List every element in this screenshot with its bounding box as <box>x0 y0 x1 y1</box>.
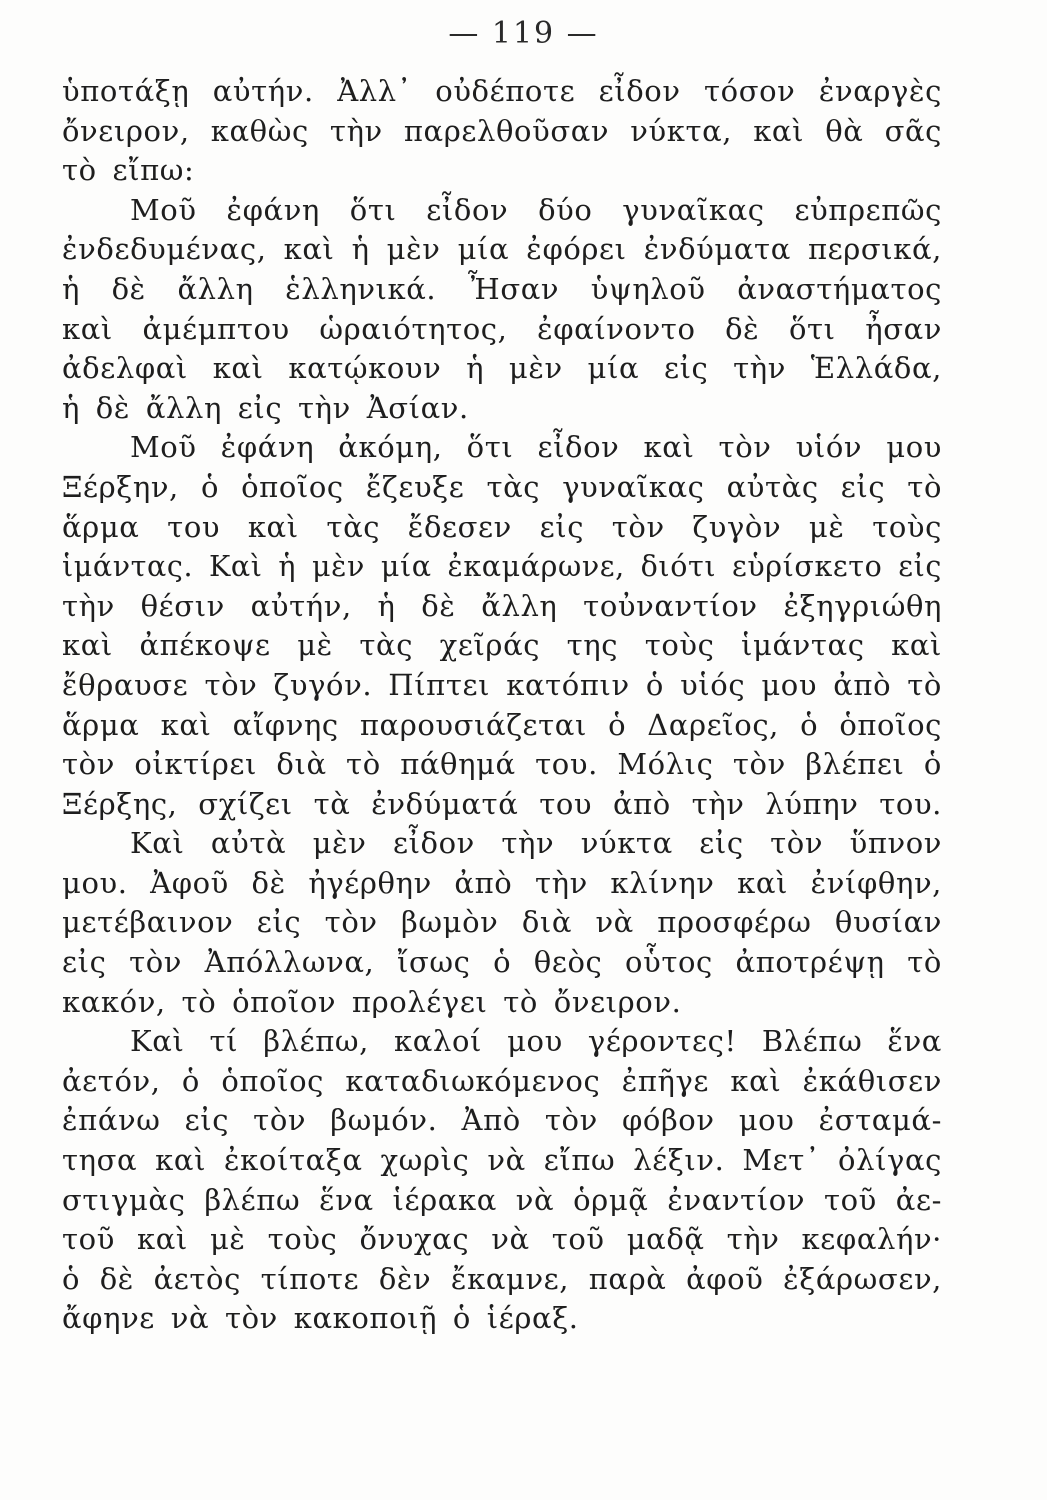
text-line: καὶ ἀπέκοψε μὲ τὰς χεῖράς της τοὺς ἱμάντας καὶ <box>62 628 942 663</box>
text-line: ὑποτάξῃ αὐτήν. Ἀλλ᾽ οὐδέποτε εἶδον τόσον ἐναργὲς <box>62 74 942 108</box>
text-line: τὸ εἴπω: <box>62 153 195 188</box>
text-line: ἐνδεδυμένας, καὶ ἡ μὲν μία ἐφόρει ἐνδύματα περσικά, <box>62 232 942 267</box>
text-line: ἄφηνε νὰ τὸν κακοποιῇ ὁ ἱέραξ. <box>62 1301 579 1336</box>
text-line: μου. Ἀφοῦ δὲ ἠγέρθην ἀπὸ τὴν κλίνην καὶ ἐνίφθην, <box>62 865 942 900</box>
body-text <box>62 72 942 1339</box>
text-line: ἡ δὲ ἄλλη ἑλληνικά. Ἦσαν ὑψηλοῦ ἀναστήματος <box>62 271 942 306</box>
text-line: Ξέρξης, σχίζει τὰ ἐνδύματά του ἀπὸ τὴν λύπην του. <box>62 786 942 821</box>
text-line: κακόν, τὸ ὁποῖον προλέγει τὸ ὄνειρον. <box>62 984 682 1019</box>
text-line: ὁ δὲ ἀετὸς τίποτε δὲν ἔκαμνε, παρὰ ἀφοῦ ἐξάρωσεν, <box>62 1261 942 1296</box>
text-line: εἰς τὸν Ἀπόλλωνα, ἴσως ὁ θεὸς οὗτος ἀποτρέψῃ τὸ <box>62 945 942 980</box>
paragraph-start-line: Καὶ τί βλέπω, καλοί μου γέροντες! Βλέπω ἕνα <box>130 1024 942 1059</box>
text-line: ἡ δὲ ἄλλη εἰς τὴν Ἀσίαν. <box>62 390 469 425</box>
paragraph-start-line: Καὶ αὐτὰ μὲν εἶδον τὴν νύκτα εἰς τὸν ὕπνον <box>130 826 942 861</box>
paragraph-start-line: Μοῦ ἐφάνη ὅτι εἶδον δύο γυναῖκας εὐπρεπῶς <box>130 192 942 227</box>
text-line: καὶ ἀμέμπτου ὡραιότητος, ἐφαίνοντο δὲ ὅτι ἦσαν <box>62 311 942 346</box>
text-line: ἔθραυσε τὸν ζυγόν. Πίπτει κατόπιν ὁ υἱός μου ἀπὸ τὸ <box>62 667 942 702</box>
text-line: ἱμάντας. Καὶ ἡ μὲν μία ἐκαμάρωνε, διότι εὑρίσκετο εἰς <box>62 550 942 584</box>
text-line: τὸν οἰκτίρει διὰ τὸ πάθημά του. Μόλις τὸν βλέπει ὁ <box>62 747 942 782</box>
text-line: ὄνειρον, καθὼς τὴν παρελθοῦσαν νύκτα, καὶ θὰ σᾶς <box>62 113 942 148</box>
text-line: ἀδελφαὶ καὶ κατῴκουν ἡ μὲν μία εἰς τὴν Ἑλλάδα, <box>62 351 942 386</box>
text-line: ἐπάνω εἰς τὸν βωμόν. Ἀπὸ τὸν φόβον μου ἐσταμά- <box>62 1103 942 1138</box>
text-line: τοῦ καὶ μὲ τοὺς ὄνυχας νὰ τοῦ μαδᾷ τὴν κεφαλήν· <box>62 1222 942 1257</box>
text-line: ἅρμα καὶ αἴφνης παρουσιάζεται ὁ Δαρεῖος, ὁ ὁποῖος <box>62 707 942 742</box>
paragraph-start-line: Μοῦ ἐφάνη ἀκόμη, ὅτι εἶδον καὶ τὸν υἱόν μου <box>130 430 942 465</box>
text-line: ἀετόν, ὁ ὁποῖος καταδιωκόμενος ἐπῆγε καὶ ἐκάθισεν <box>62 1063 942 1098</box>
text-line: ἅρμα του καὶ τὰς ἔδεσεν εἰς τὸν ζυγὸν μὲ τοὺς <box>62 509 942 544</box>
text-line: Ξέρξην, ὁ ὁποῖος ἔζευξε τὰς γυναῖκας αὐτὰς εἰς τὸ <box>62 469 942 504</box>
page-number: — 119 — <box>448 16 599 51</box>
text-line: μετέβαινον εἰς τὸν βωμὸν διὰ νὰ προσφέρω θυσίαν <box>62 905 942 940</box>
text-line: στιγμὰς βλέπω ἕνα ἱέρακα νὰ ὁρμᾷ ἐναντίον τοῦ ἀε- <box>62 1182 942 1217</box>
text-line: τὴν θέσιν αὐτήν, ἡ δὲ ἄλλη τοὐναντίον ἐξηγριώθη <box>62 588 942 623</box>
text-line: τησα καὶ ἐκοίταξα χωρὶς νὰ εἴπω λέξιν. Μετ᾽ ὀλίγας <box>62 1143 942 1178</box>
